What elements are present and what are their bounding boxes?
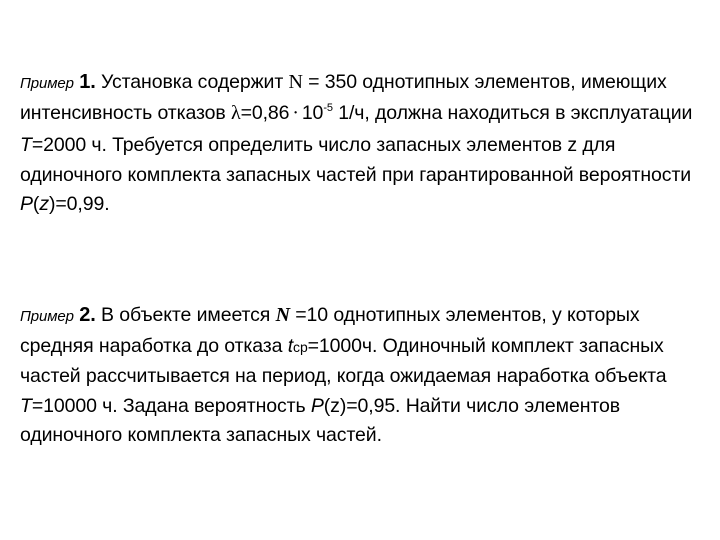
- symbol-z: z: [39, 193, 49, 215]
- symbol-p: P: [310, 394, 324, 417]
- example-label: Пример: [20, 308, 74, 325]
- symbol-t-upper: T: [20, 394, 32, 417]
- example-1-text-part: = 350 однотипных элементов, имеющих интенсивность отказов: [20, 71, 667, 124]
- example-number: 1.: [79, 71, 96, 93]
- example-2-text-part: (z)=0,95. Найти число элементов одиночного комплекта запасных частей.: [20, 394, 620, 446]
- symbol-n: N: [275, 304, 290, 326]
- example-2-text-part: =10000 ч. Задана вероятность: [31, 394, 311, 417]
- symbol-p: P: [20, 193, 33, 215]
- example-1-text-part: =2000 ч. Требуется определить число запасных элементов z для одиночного комплекта запасных частей при гарантированной вероятности: [20, 134, 692, 186]
- example-1-text-part: 10: [301, 101, 324, 124]
- example-1-text-part: )=0,99.: [48, 193, 110, 215]
- example-1-text-part: (: [32, 193, 40, 215]
- symbol-lambda: λ: [230, 101, 241, 124]
- symbol-t: T: [20, 134, 32, 156]
- example-number: 2.: [79, 304, 96, 326]
- example-1-text-part: =0,86: [240, 101, 290, 124]
- symbol-t: t: [287, 334, 294, 357]
- exponent: -5: [323, 101, 333, 114]
- subscript-cp: ср: [293, 338, 308, 355]
- multiplication-dot: ·: [292, 102, 299, 124]
- symbol-n: N: [288, 71, 303, 93]
- example-1-text-part: 1/ч, должна находиться в эксплуатации: [332, 101, 693, 124]
- example-1-text-part: Установка содержит: [95, 71, 289, 93]
- example-label: Пример: [20, 75, 74, 92]
- example-2-text-part: В объекте имеется: [95, 304, 276, 326]
- example-2-text-part: =1000ч. Одиночный комплект запасных частей рассчитывается на период, когда ожидаемая наработка объекта: [20, 334, 667, 387]
- example-2-paragraph: [20, 301, 710, 451]
- example-2-text-part: =10 однотипных элементов, у которых средняя наработка до отказа: [20, 304, 640, 357]
- example-1-paragraph: [20, 68, 710, 220]
